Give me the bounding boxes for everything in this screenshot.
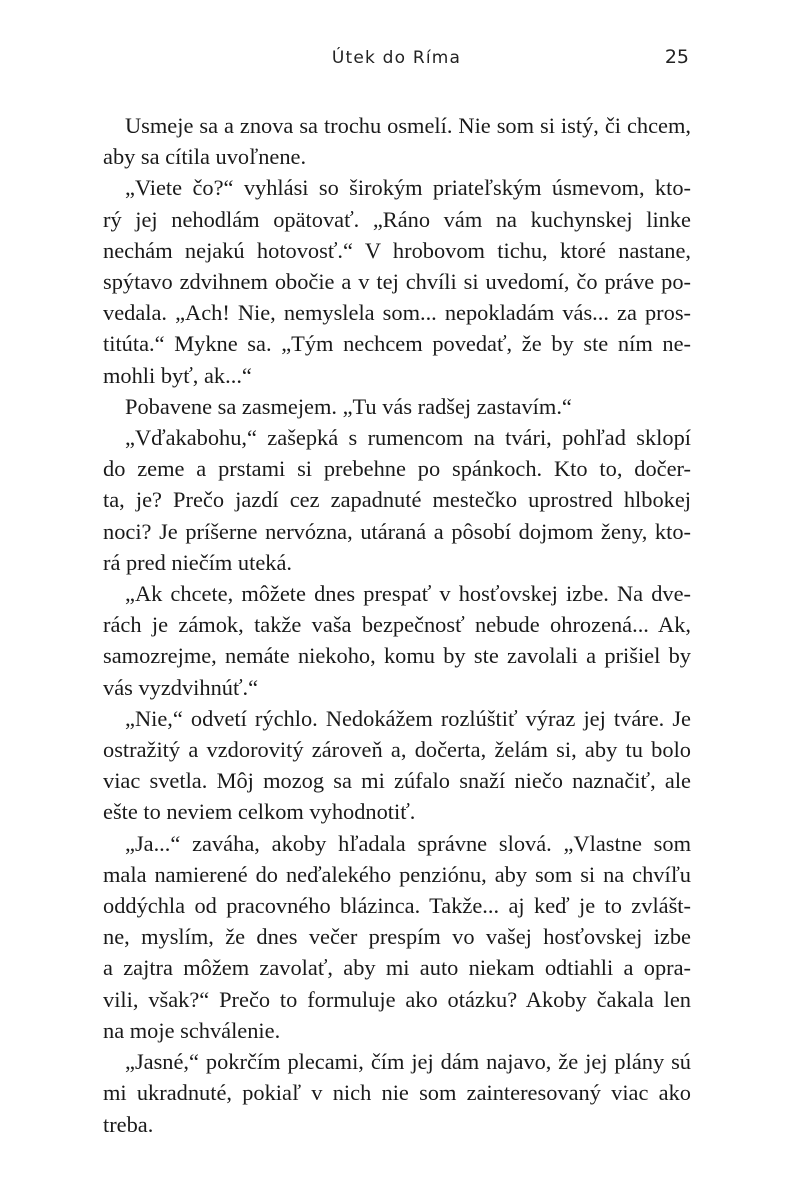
text-line: vedala. „Ach! Nie, nemyslela som... nepokladám vás... za pros- [103, 300, 691, 326]
text-line: Pobavene sa zasmejem. „Tu vás radšej zastavím.“ [125, 393, 572, 419]
text-line: vili, však?“ Prečo to formuluje ako otázku? Akoby čakala len [103, 986, 691, 1012]
text-line: „Viete čo?“ vyhlási so širokým priateľským úsmevom, kto- [125, 175, 691, 201]
text-line: spýtavo zdvihnem obočie a v tej chvíli si uvedomí, čo práve po- [103, 269, 691, 295]
text-line: mohli byť, ak...“ [103, 362, 252, 388]
text-line: ne, myslím, že dnes večer prespím vo vašej hosťovskej izbe [103, 924, 691, 950]
text-line: do zeme a prstami si prebehne po spánkoch. Kto to, dočer- [103, 456, 691, 482]
text-line: noci? Je príšerne nervózna, utáraná a pôsobí dojmom ženy, kto- [103, 518, 691, 544]
text-line: oddýchla od pracovného blázinca. Takže... aj keď je to zvlášt- [103, 893, 691, 919]
text-line: „Ja...“ zaváha, akoby hľadala správne slová. „Vlastne som [125, 830, 691, 856]
text-line: na moje schválenie. [103, 1017, 281, 1043]
text-line: aby sa cítila uvoľnene. [103, 144, 307, 170]
text-line: rá pred niečím uteká. [103, 549, 292, 575]
page-number: 25 [664, 46, 689, 68]
body-text [103, 110, 691, 1140]
running-title: Útek do Ríma [331, 48, 462, 68]
text-line: mi ukradnuté, pokiaľ v nich nie som zainteresovaný viac ako [103, 1080, 691, 1106]
text-line: ešte to neviem celkom vyhodnotiť. [103, 799, 416, 825]
text-line: viac svetla. Môj mozog sa mi zúfalo snaží niečo naznačiť, ale [103, 768, 691, 794]
text-line: nechám nejakú hotovosť.“ V hrobovom tichu, ktoré nastane, [103, 237, 691, 263]
text-line: rý jej nehodlám opätovať. „Ráno vám na kuchynskej linke [103, 206, 691, 232]
text-line: „Ak chcete, môžete dnes prespať v hosťovskej izbe. Na dve- [125, 581, 691, 607]
text-line: treba. [103, 1111, 154, 1137]
text-line: rách je zámok, takže vaša bezpečnosť nebude ohrozená... Ak, [103, 612, 691, 638]
text-line: ta, je? Prečo jazdí cez zapadnuté mestečko uprostred hlbokej [103, 487, 691, 513]
text-line: ostražitý a vzdorovitý zároveň a, dočerta, želám si, aby tu bolo [103, 737, 691, 763]
running-head [0, 46, 793, 76]
text-line: „Jasné,“ pokrčím plecami, čím jej dám najavo, že jej plány sú [125, 1049, 691, 1075]
text-line: „Vďakabohu,“ zašepká s rumencom na tvári, pohľad sklopí [125, 425, 691, 451]
text-line: mala namierené do neďalekého penziónu, aby som si na chvíľu [103, 861, 691, 887]
text-line: „Nie,“ odvetí rýchlo. Nedokážem rozlúštiť výraz jej tváre. Je [125, 705, 691, 731]
text-line: vás vyzdvihnúť.“ [103, 674, 259, 700]
text-line: samozrejme, nemáte niekoho, komu by ste zavolali a prišiel by [103, 643, 691, 669]
text-line: a zajtra môžem zavolať, aby mi auto niekam odtiahli a opra- [103, 955, 691, 981]
text-line: titúta.“ Mykne sa. „Tým nechcem povedať, že by ste ním ne- [103, 331, 691, 357]
text-line: Usmeje sa a znova sa trochu osmelí. Nie som si istý, či chcem, [125, 113, 691, 138]
